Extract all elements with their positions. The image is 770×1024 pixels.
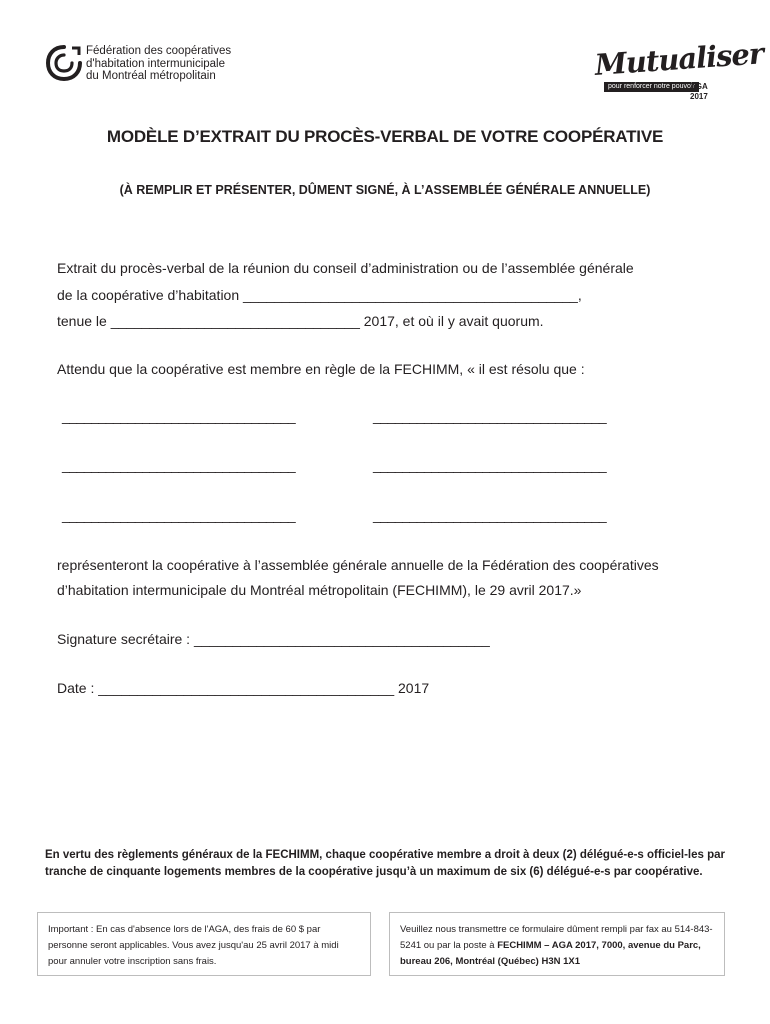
mailing-address: FECHIMM – AGA 2017, 7000, avenue du Parc, bureau 206, Montréal (Québec) H3N 1X1 xyxy=(400,940,701,967)
delegate-field-3[interactable]: ________________________________ xyxy=(62,457,296,473)
document-subtitle: (À REMPLIR ET PRÉSENTER, DÛMENT SIGNÉ, À L’ASSEMBLÉE GÉNÉRALE ANNUELLE) xyxy=(119,183,651,197)
federation-name-line: Fédération des coopératives xyxy=(86,45,232,57)
event-logo-year: AGA 2017 xyxy=(690,82,708,101)
intro-line: Extrait du procès-verbal de la réunion du conseil d’administration ou de l’assemblée générale xyxy=(57,260,634,276)
delegate-rules: En vertu des règlements généraux de la FECHIMM, chaque coopérative membre a droit à deux (2) délégué-e-s officiel-les par tranche de cinquante logements membres de la coopérative jusqu’à un maximum de six (6) délégué-e-s par coopérative. xyxy=(45,849,725,878)
federation-logo xyxy=(46,44,246,86)
cancellation-notice xyxy=(37,912,371,976)
meeting-date-field[interactable]: tenue le ________________________________ 2017, et où il y avait quorum. xyxy=(57,313,544,329)
federation-logo-icon xyxy=(46,44,82,82)
submission-notice-text: Veuillez nous transmettre ce formulaire dûment rempli par fax au 514-843-5241 ou par la poste à xyxy=(400,924,713,951)
event-logo-tagline: pour renforcer notre pouvoir xyxy=(604,82,699,92)
federation-name-line: du Montréal métropolitain xyxy=(86,70,216,82)
submission-notice xyxy=(389,912,725,976)
closing-line: représenteront la coopérative à l’assemblée générale annuelle de la Fédération des coopératives xyxy=(57,557,659,573)
event-logo xyxy=(593,36,765,101)
delegate-field-6[interactable]: ________________________________ xyxy=(373,507,607,523)
delegate-field-5[interactable]: ________________________________ xyxy=(62,507,296,523)
document-title: MODÈLE D’EXTRAIT DU PROCÈS-VERBAL DE VOTRE COOPÉRATIVE xyxy=(106,127,664,146)
federation-name-line: d'habitation intermunicipale xyxy=(86,57,226,70)
closing-line: d’habitation intermunicipale du Montréal métropolitain (FECHIMM), le 29 avril 2017.» xyxy=(57,582,582,598)
resolution-text: Attendu que la coopérative est membre en règle de la FECHIMM, « il est résolu que : xyxy=(57,361,585,377)
cancellation-notice-text: Important : En cas d'absence lors de l'AGA, des frais de 60 $ par personne seront applicables. Vous avez jusqu'au 25 avril 2017 à midi pour annuler votre inscription sans frais. xyxy=(48,924,339,967)
signature-field[interactable]: Signature secrétaire : ______________________________________ xyxy=(57,631,490,647)
delegate-field-2[interactable]: ________________________________ xyxy=(373,408,607,424)
delegate-field-4[interactable]: ________________________________ xyxy=(373,457,607,473)
delegate-field-1[interactable]: ________________________________ xyxy=(62,408,296,424)
coop-name-field[interactable]: de la coopérative d’habitation ___________________________________________, xyxy=(57,287,582,303)
event-logo-word: Mutualiser xyxy=(593,36,765,82)
federation-name xyxy=(86,45,231,83)
date-field[interactable]: Date : ______________________________________ 2017 xyxy=(57,680,430,696)
